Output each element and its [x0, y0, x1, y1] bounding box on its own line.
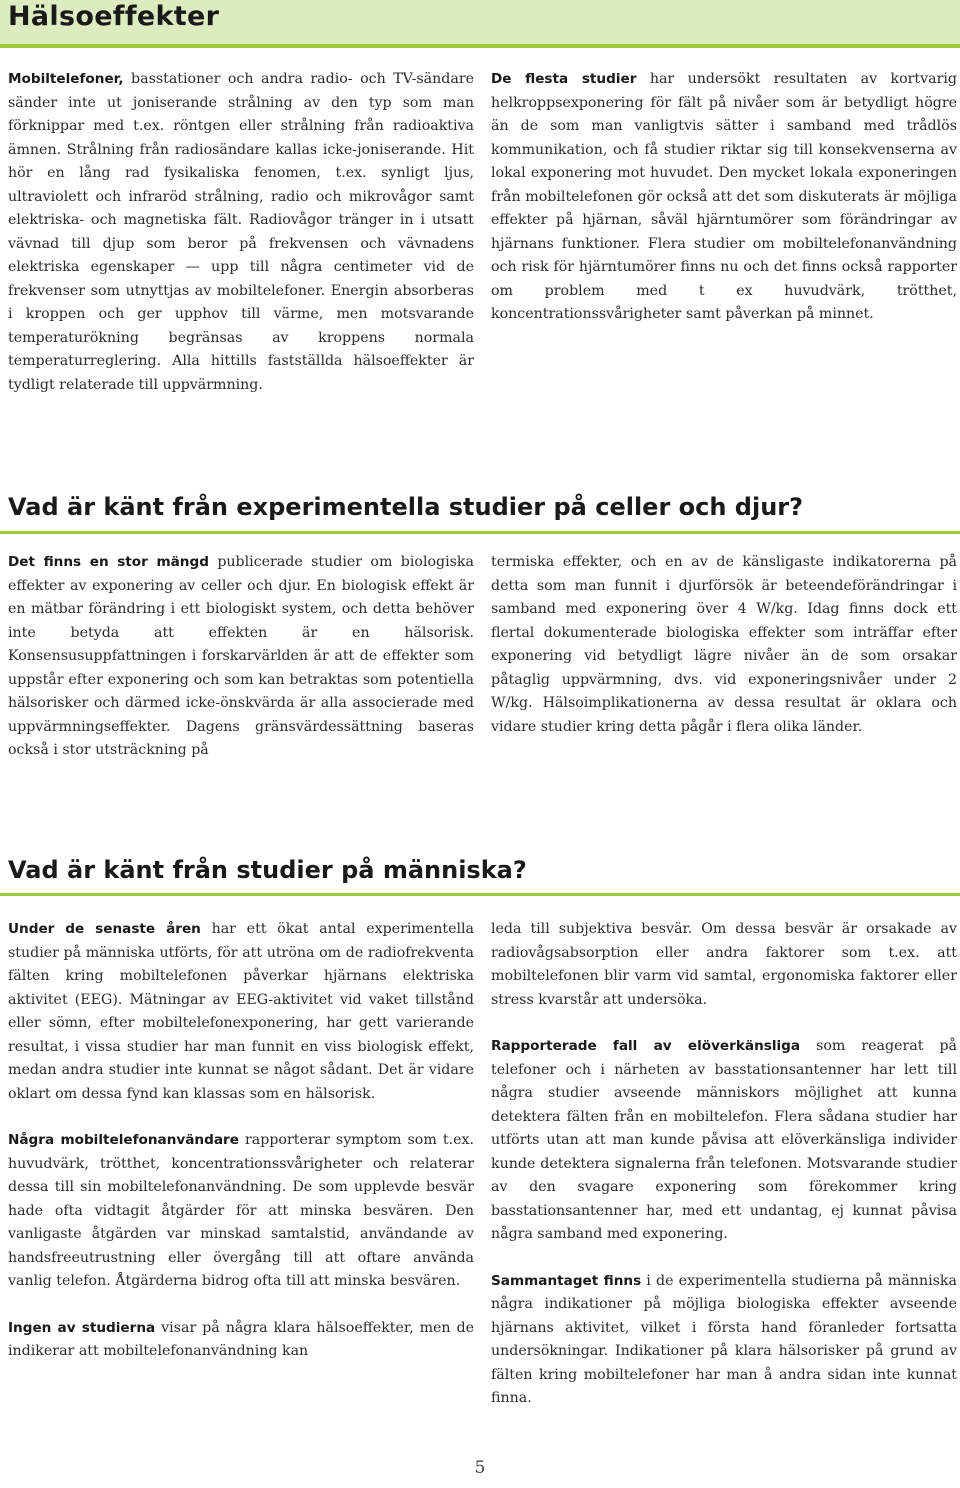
- section2-right-column: [491, 918, 957, 1411]
- lead-text: Mobiltelefoner,: [8, 71, 124, 87]
- intro-left-paragraph: [8, 68, 474, 397]
- body-text: rapporterar symptom som t.ex. huvudvärk, trötthet, koncentrationssvårigheter och relaterar dessa till sin mobiltelefonanvändning. De som upplevde besvär hade ofta vidtagit åtgärder för att minska besvären. Den vanligaste åtgärden var minskad samtalstid, användande av handsfreeutrustning eller övergång till att oftare använda vanlig telefon. Åtgärderna bidrog ofta till att minska besvären.: [8, 1132, 474, 1289]
- title-rule: [0, 44, 960, 48]
- intro-right-paragraph: [491, 68, 957, 327]
- body-text: publicerade studier om biologiska effekter av exponering av celler och djur. En biologisk effekt är en mätbar förändring i ett biologiskt system, och detta behöver inte betyda att effekten är en hälsorisk. Konsensusuppfattningen i forskarvärlden är att de effekter som uppstår efter exponering och som kan betraktas som potentiella hälsorisker och därmed icke-önskvärda är alla associerade med uppvärmningseffekter. Dagens gränsvärdessättning baseras också i stor utsträckning på: [8, 554, 474, 758]
- body-text: i de experimentella studierna på människa några indikationer på möjliga biologiska effekter avseende hjärnans aktivitet, vilket i första hand föranleder fortsatta undersökningar. Indikationer på klara hälsorisker på grund av fälten kring mobiltelefoner har man å andra sidan inte kunnat finna.: [491, 1272, 957, 1406]
- lead-text: Sammantaget finns: [491, 1272, 642, 1289]
- body-text: visar på några klara hälsoeffekter, men de indikerar att mobiltelefonanvändning kan: [8, 1319, 475, 1359]
- lead-text: Ingen av studierna: [8, 1319, 156, 1336]
- section1-right-column: [491, 551, 957, 739]
- section2-left-paragraph: [8, 1317, 474, 1364]
- lead-text: Det finns en stor mängd: [8, 554, 209, 570]
- section2-right-paragraph: [491, 1270, 957, 1411]
- lead-text: De flesta studier: [491, 71, 637, 87]
- section-rule: [0, 531, 960, 534]
- body-text: har undersökt resultaten av kortvarig helkroppsexponering för fält på nivåer som är betydligt högre än de som man vanligtvis sätter i samband med trådlös kommunikation, och få studier riktar sig till konsekvenserna av lokal exponering mot huvudet. Den mycket lokala exponeringen från mobiltelefonen gör också att det som diskuterats är möjliga effekter på hjärnan, såväl hjärntumörer som förändringar av hjärnans funktioner. Flera studier om mobiltelefonanvändning och risk för hjärntumörer finns nu och det finns också rapporter om problem med t ex huvudvärk, trötthet, koncentrationssvårigheter samt påverkan på minnet.: [491, 71, 958, 322]
- section2-left-column: [8, 918, 474, 1364]
- intro-left-column: [8, 68, 474, 397]
- section-heading-human-studies: Vad är känt från studier på människa?: [8, 856, 527, 884]
- section1-left-column: [8, 551, 474, 763]
- intro-right-column: [491, 68, 957, 327]
- section1-left-paragraph: [8, 551, 474, 763]
- lead-text: Rapporterade fall av elöverkänsliga: [491, 1038, 801, 1054]
- section2-right-paragraph: [491, 1035, 957, 1247]
- page-number: 5: [474, 1458, 486, 1478]
- section-rule: [0, 893, 960, 896]
- body-text: basstationer och andra radio- och TV-sändare sänder inte ut joniserande strålning av den typ som man förknippar med t.ex. röntgen eller strålning från radioaktiva ämnen. Strålning från radiosändare kallas icke-joniserande. Hit hör en lång rad fysikaliska fenomen, t.ex. synligt ljus, ultraviolett och infraröd strålning, radio och mikrovågor samt elektriska- och magnetiska fält. Radiovågor tränger in i utsatt vävnad till djup som beror på frekvensen och vävnadens elektriska egenskaper — upp till några centimeter vid de frekvenser som utnyttjas av mobiltelefoner. Energin absorberas i kroppen och ger upphov till värme, men motsvarande temperaturökning begränsas av kroppens normala temperaturreglering. Alla hittills fastställda hälsoeffekter är tydligt relaterade till uppvärmning.: [8, 71, 474, 393]
- section2-right-paragraph: [491, 918, 957, 1012]
- body-text: leda till subjektiva besvär. Om dessa besvär är orsakade av radiovågsabsorption eller andra faktorer som t.ex. att mobiltelefonen blir varm vid samtal, ergonomiska faktorer eller stress kvarstår att undersöka.: [491, 921, 957, 1008]
- lead-text: Under de senaste åren: [8, 921, 201, 937]
- page-title: Hälsoeffekter: [8, 1, 220, 32]
- body-text: som reagerat på telefoner och i närheten av basstationsantenner har lett till några studier avseende människors möjlighet att kunna detektera fälten från en mobiltelefon. Flera sådana studier har utförts utan att man kunde påvisa att elöverkänsliga individer kunde detektera signalerna från telefonen. Motsvarande studier av den svagare exponering som förekommer kring basstationsantenner har, med ett undantag, ej kunnat påvisa några samband med exponering.: [491, 1038, 957, 1242]
- section2-left-paragraph: [8, 1129, 474, 1294]
- body-text: har ett ökat antal experimentella studier på människa utförts, för att utröna om de radiofrekventa fälten kring mobiltelefonen påverkar hjärnans elektriska aktivitet (EEG). Mätningar av EEG-aktivitet vid vaket tillstånd eller sömn, efter mobiltelefonexponering, har gett varierande resultat, i vissa studier har man funnit en viss biologisk effekt, medan andra studier inte kunnat se något sådant. Det är vidare oklart om dessa fynd kan klassas som en hälsorisk.: [8, 921, 475, 1102]
- body-text: termiska effekter, och en av de känsligaste indikatorerna på detta som man funnit i djurförsök är beteendeförändringar i samband med exponering över 4 W/kg. Idag finns dock ett flertal dokumenterade biologiska effekter som inträffar efter exponering vid betydligt lägre nivåer än de som orsakar påtaglig uppvärmning, dvs. vid exponeringsnivåer under 2 W/kg. Hälsoimplikationerna av dessa resultat är oklara och vidare studier kring detta pågår i flera olika länder.: [491, 554, 957, 735]
- section1-right-paragraph: [491, 551, 957, 739]
- section2-left-paragraph: [8, 918, 474, 1106]
- section-heading-cells-animals: Vad är känt från experimentella studier på celler och djur?: [8, 493, 804, 521]
- lead-text: Några mobiltelefonanvändare: [8, 1132, 239, 1148]
